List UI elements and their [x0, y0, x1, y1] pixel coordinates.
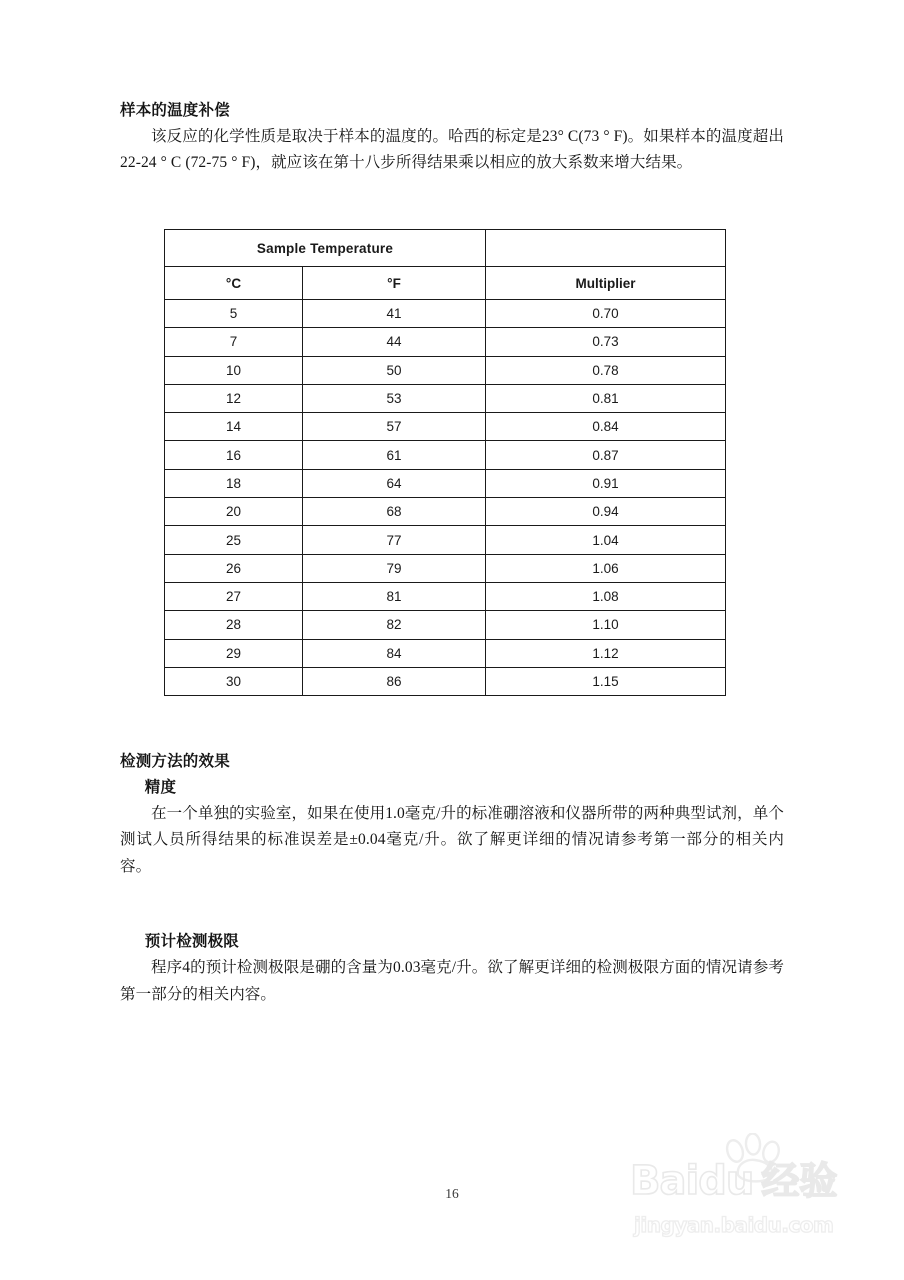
table-row: [165, 554, 726, 582]
table-cell-fahrenheit: 77: [303, 526, 486, 554]
table-row: [165, 384, 726, 412]
table-cell-celsius: 10: [165, 356, 303, 384]
table-cell-fahrenheit: 86: [303, 667, 486, 695]
subheading-precision: 精度: [144, 779, 177, 796]
sample-temperature-table-container: [164, 229, 725, 696]
table-cell-multiplier: 1.15: [486, 667, 726, 695]
table-header-fahrenheit: °F: [303, 267, 486, 300]
table-cell-fahrenheit: 81: [303, 582, 486, 610]
section-heading-method-performance: 检测方法的效果: [120, 753, 230, 770]
table-cell-celsius: 26: [165, 554, 303, 582]
table-cell-celsius: 27: [165, 582, 303, 610]
method-performance-section: [120, 749, 784, 1008]
paragraph-precision: 在一个单独的实验室，如果在使用1.0毫克/升的标准硼溶液和仪器所带的两种典型试剂，单个测试人员所得结果的标准误差是±0.04毫克/升。欲了解更详细的情况请参考第一部分的相关内容。: [120, 805, 784, 875]
table-body: [165, 300, 726, 696]
table-cell-celsius: 28: [165, 611, 303, 639]
table-header-celsius: °C: [165, 267, 303, 300]
section-heading-temperature-compensation: 样本的温度补偿: [120, 102, 230, 119]
table-header-multiplier: Multiplier: [486, 267, 726, 300]
table-header-sample-temperature: Sample Temperature: [165, 230, 486, 267]
table-cell-fahrenheit: 57: [303, 413, 486, 441]
table-header-span-row: [165, 230, 726, 267]
subheading-detection-limit: 预计检测极限: [144, 933, 239, 951]
page-number: 16: [445, 1186, 459, 1201]
table-row: [165, 526, 726, 554]
table-cell-multiplier: 0.78: [486, 356, 726, 384]
document-body: [120, 98, 784, 177]
table-row: [165, 300, 726, 328]
table-row: [165, 328, 726, 356]
watermark-url-text: jingyan.baidu.com: [634, 1213, 834, 1237]
table-cell-multiplier: 0.84: [486, 413, 726, 441]
table-cell-celsius: 7: [165, 328, 303, 356]
table-cell-fahrenheit: 50: [303, 356, 486, 384]
table-cell-celsius: 18: [165, 469, 303, 497]
table-cell-fahrenheit: 84: [303, 639, 486, 667]
table-row: [165, 441, 726, 469]
table-header-row: [165, 267, 726, 300]
paragraph-detection-limit: 程序4的预计检测极限是硼的含量为0.03毫克/升。欲了解更详细的检测极限方面的情况请参考第一部分的相关内容。: [120, 959, 784, 1003]
table-cell-fahrenheit: 41: [303, 300, 486, 328]
table-cell-fahrenheit: 82: [303, 611, 486, 639]
table-cell-multiplier: 0.91: [486, 469, 726, 497]
table-cell-fahrenheit: 44: [303, 328, 486, 356]
table-row: [165, 469, 726, 497]
table-cell-multiplier: 1.06: [486, 554, 726, 582]
table-cell-celsius: 30: [165, 667, 303, 695]
table-cell-multiplier: 0.87: [486, 441, 726, 469]
table-cell-celsius: 12: [165, 384, 303, 412]
table-row: [165, 667, 726, 695]
table-row: [165, 639, 726, 667]
table-cell-celsius: 20: [165, 498, 303, 526]
table-cell-multiplier: 0.94: [486, 498, 726, 526]
table-cell-fahrenheit: 61: [303, 441, 486, 469]
table-cell-fahrenheit: 68: [303, 498, 486, 526]
table-cell-celsius: 5: [165, 300, 303, 328]
table-cell-multiplier: 1.12: [486, 639, 726, 667]
watermark-brand-text: Baidu: [630, 1158, 754, 1204]
table-row: [165, 356, 726, 384]
table-cell-multiplier: 1.08: [486, 582, 726, 610]
watermark-brand-cn-text: 经验: [761, 1159, 838, 1203]
table-row: [165, 498, 726, 526]
table-cell-multiplier: 1.04: [486, 526, 726, 554]
table-cell-celsius: 25: [165, 526, 303, 554]
table-row: [165, 611, 726, 639]
table-cell-multiplier: 0.81: [486, 384, 726, 412]
paragraph-temperature-compensation: 该反应的化学性质是取决于样本的温度的。哈西的标定是23° C(73 ° F)。如果样本的温度超出22-24 ° C (72-75 ° F)，就应该在第十八步所得结果乘以相应的放大系数来增大结果。: [120, 128, 784, 172]
table-row: [165, 413, 726, 441]
table-cell-multiplier: 0.70: [486, 300, 726, 328]
table-cell-multiplier: 0.73: [486, 328, 726, 356]
table-cell-multiplier: 1.10: [486, 611, 726, 639]
sample-temperature-table: [164, 229, 726, 696]
table-row: [165, 582, 726, 610]
paw-print-icon: [722, 1133, 788, 1185]
table-cell-fahrenheit: 53: [303, 384, 486, 412]
table-cell-celsius: 14: [165, 413, 303, 441]
table-cell-fahrenheit: 64: [303, 469, 486, 497]
table-cell-fahrenheit: 79: [303, 554, 486, 582]
table-blank-corner-cell: [486, 230, 726, 267]
table-cell-celsius: 16: [165, 441, 303, 469]
table-cell-celsius: 29: [165, 639, 303, 667]
